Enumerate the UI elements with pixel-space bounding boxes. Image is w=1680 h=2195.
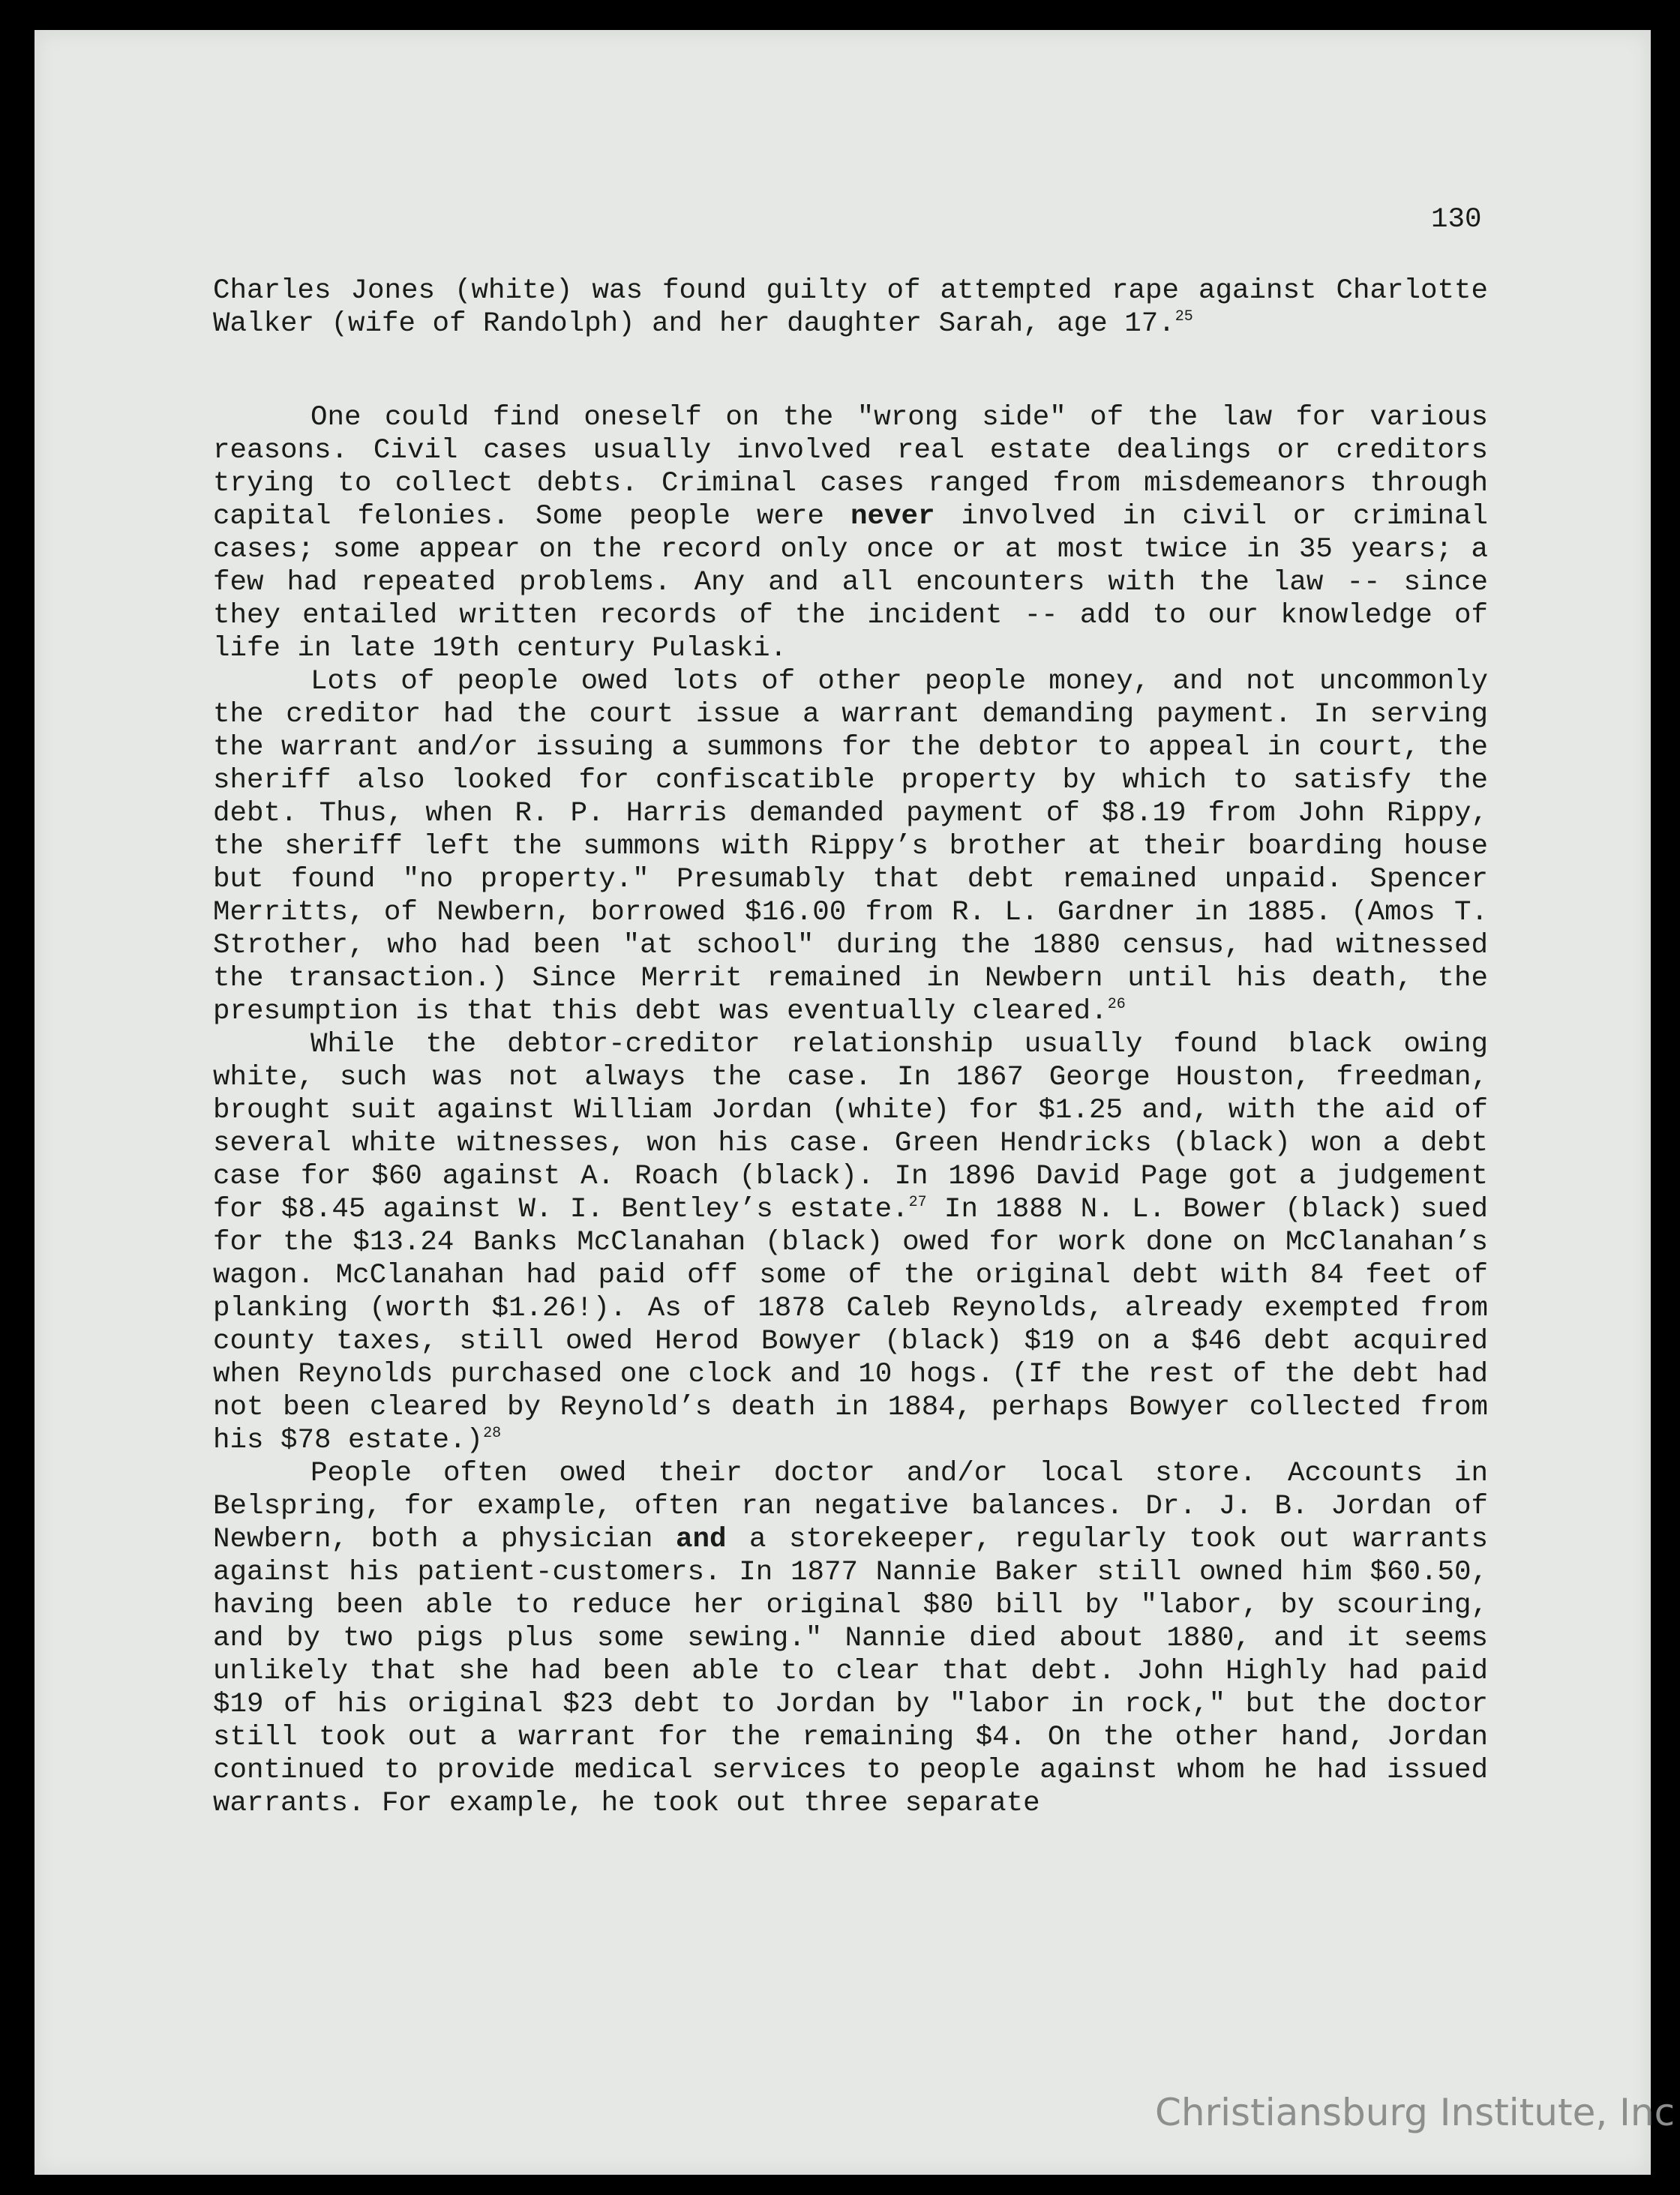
paragraph-1 <box>213 274 1488 340</box>
paragraph-2 <box>213 401 1488 665</box>
paragraph-4 <box>213 1028 1488 1457</box>
emphasis-never: never <box>850 501 935 532</box>
paragraph-2-text-a: One could find oneself on the "wrong side" of the law for various reasons. Civil cases usually involved real estate dealings or creditors trying to collect debts. Criminal cases ranged from misdemeanors through capital felonies. Some people were <box>213 402 1488 532</box>
document-page <box>34 30 1676 2175</box>
paragraph-3 <box>213 665 1488 1028</box>
paragraph-1-text: Charles Jones (white) was found guilty of attempted rape against Charlotte Walker (wife of Randolph) and her daughter Sarah, age 17. <box>213 275 1488 340</box>
watermark: Christiansburg Institute, Inc <box>1155 2091 1676 2134</box>
footnote-ref-25: 25 <box>1174 308 1193 325</box>
footnote-ref-27: 27 <box>908 1194 927 1211</box>
footnote-ref-28: 28 <box>483 1425 502 1442</box>
paragraphs-block <box>213 401 1488 1820</box>
footnote-ref-26: 26 <box>1107 996 1126 1013</box>
paragraph-4-text-b: In 1888 N. L. Bower (black) sued for the $13.24 Banks McClanahan (black) owed for work done on McClanahan’s wagon. McClanahan had paid off some of the original debt with 84 feet of planking (worth $1.26!). As of 1878 Caleb Reynolds, already exempted from county taxes, still owed Herod Bowyer (black) $19 on a $46 debt acquired when Reynolds purchased one clock and 10 hogs. (If the rest of the debt had not been cleared by Reynold’s death in 1884, perhaps Bowyer collected from his $78 estate.) <box>213 1194 1488 1456</box>
paragraph-4-text-a: While the debtor-creditor relationship usually found black owing white, such was not always the case. In 1867 George Houston, freedman, brought suit against William Jordan (white) for $1.25 and, with the aid of several white witnesses, won his case. Green Hendricks (black) won a debt case for $60 against A. Roach (black). In 1896 David Page got a judgement for $8.45 against W. I. Bentley’s estate. <box>213 1029 1488 1225</box>
paragraph-5-text-a: People often owed their doctor and/or local store. Accounts in Belspring, for example, often ran negative balances. Dr. J. B. Jordan of Newbern, both a physician <box>213 1458 1488 1555</box>
paragraph-3-text: Lots of people owed lots of other people money, and not uncommonly the creditor had the court issue a warrant demanding payment. In serving the warrant and/or issuing a summons for the debtor to appeal in court, the sheriff also looked for confiscatible property by which to satisfy the debt. Thus, when R. P. Harris demanded payment of $8.19 from John Rippy, the sheriff left the summons with Rippy’s brother at their boarding house but found "no property." Presumably that debt remained unpaid. Spencer Merritts, of Newbern, borrowed $16.00 from R. L. Gardner in 1885. (Amos T. Strother, who had been "at school" during the 1880 census, had witnessed the transaction.) Since Merrit remained in Newbern until his death, the presumption is that this debt was eventually cleared. <box>213 666 1488 1027</box>
page-number: 130 <box>1431 204 1482 235</box>
paragraph-5-text-b: a storekeeper, regularly took out warrants against his patient-customers. In 1877 Nannie Baker still owned him $60.50, having been able to reduce her original $80 bill by "labor, by scouring, and by two pigs plus some sewing." Nannie died about 1880, and it seems unlikely that she had been able to clear that debt. John Highly had paid $19 of his original $23 debt to Jordan by "labor in rock," but the doctor still took out a warrant for the remaining $4. On the other hand, Jordan continued to provide medical services to people against whom he had issued warrants. For example, he took out three separate <box>213 1524 1488 1819</box>
paragraph-5 <box>213 1457 1488 1820</box>
emphasis-and: and <box>675 1524 727 1555</box>
paragraph-2-text-b: involved in civil or criminal cases; some appear on the record only once or at most twice in 35 years; a few had repeated problems. Any and all encounters with the law -- since they entailed written records of the incident -- add to our knowledge of life in late 19th century Pulaski. <box>213 501 1488 664</box>
